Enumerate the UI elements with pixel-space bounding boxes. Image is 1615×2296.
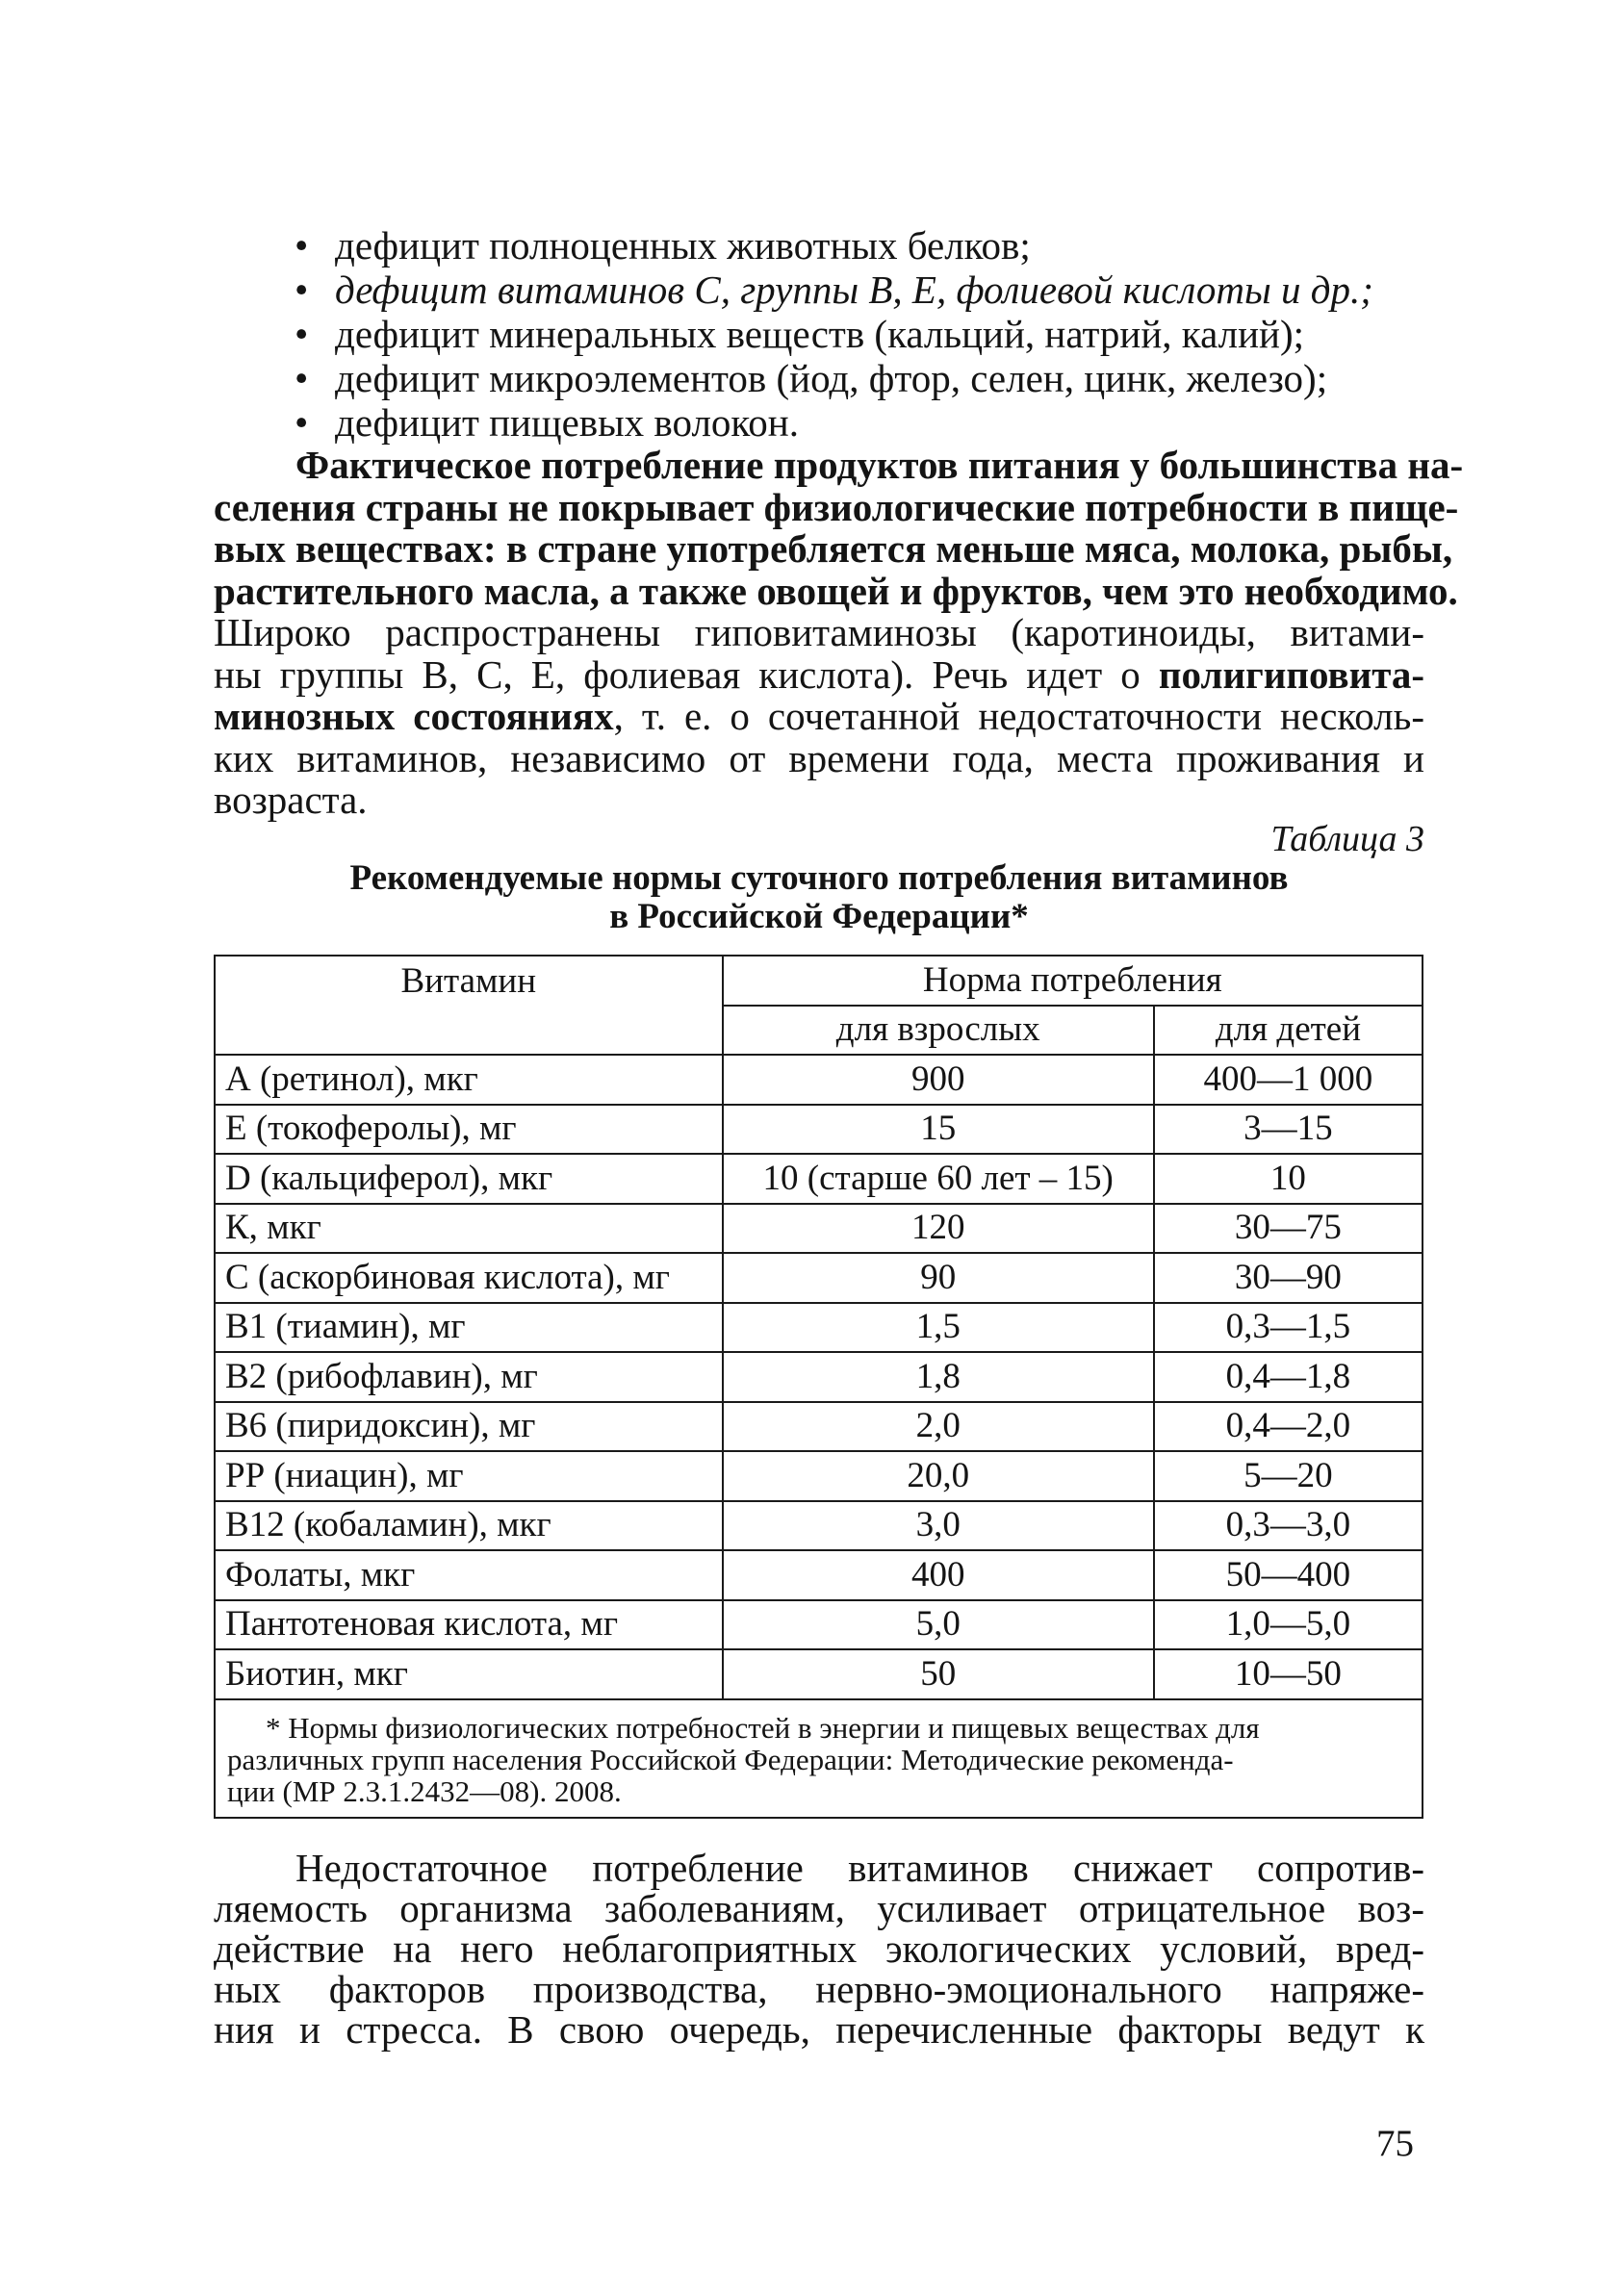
- table-row: В6 (пиридоксин), мг 2,0 0,4—2,0: [215, 1402, 1423, 1452]
- table-row: D (кальциферол), мкг 10 (старше 60 лет – 15) 10: [215, 1154, 1423, 1204]
- deficit-list: [214, 223, 1424, 445]
- bullet-icon: •: [295, 400, 309, 445]
- table-number: Таблица 3: [1270, 819, 1424, 859]
- list-item: • дефицит полноценных животных белков;: [295, 223, 1031, 268]
- vitamin-norms-table: [214, 955, 1423, 1819]
- table-row: В2 (рибофлавин), мг 1,8 0,4—1,8: [215, 1352, 1423, 1402]
- table-row: Биотин, мкг 50 10—50: [215, 1649, 1423, 1699]
- consumption-paragraph: Фактическое потребление продуктов питания у большинства на- селения страны не покрывает физиологические потребности в пище- вых веществах: в стране употребляется меньше мяса, молока, рыбы, растительного масла, а также овощей и фруктов, чем это необходимо. Широко распространены гиповитаминозы (каротиноиды, витами- ны группы В, С, Е, фолиевая кислота). Речь идет о полигиповита- минозных состояниях, т. е. о сочетанной недостаточности несколь- ких витаминов, независимо от времени года, места проживания и возраста.: [214, 443, 1464, 822]
- table-row: К, мкг 120 30—75: [215, 1204, 1423, 1254]
- list-item: • дефицит минеральных веществ (кальций, натрий, калий);: [295, 312, 1305, 356]
- bullet-icon: •: [295, 268, 309, 312]
- list-item: • дефицит микроэлементов (йод, фтор, селен, цинк, железо);: [295, 356, 1328, 400]
- list-item: • дефицит витаминов С, группы В, Е, фолиевой кислоты и др.;: [295, 268, 1373, 312]
- table-footnote: * Нормы физиологических потребностей в энергии и пищевых веществах для различных групп населения Российской Федерации: Методические рекоменда- ции (МР 2.3.1.2432—08). 2008.: [215, 1699, 1423, 1818]
- bullet-icon: •: [295, 356, 309, 400]
- table-row: А (ретинол), мкг 900 400—1 000: [215, 1055, 1423, 1105]
- table-row: РР (ниацин), мг 20,0 5—20: [215, 1451, 1423, 1501]
- table-row: Фолаты, мкг 400 50—400: [215, 1550, 1423, 1600]
- table-row: В12 (кобаламин), мкг 3,0 0,3—3,0: [215, 1501, 1423, 1551]
- table-title: Рекомендуемые нормы суточного потребления витаминов в Российской Федерации*: [349, 858, 1289, 936]
- bullet-icon: •: [295, 312, 309, 356]
- insufficiency-paragraph: Недостаточное потребление витаминов снижает сопротив- ляемость организма заболеваниям, усиливает отрицательное воз- действие на него неблагоприятных экологических условий, вред- ных факторов производства, нервно-эмоционального напряже- ния и стресса. В свою очередь, перечисленные факторы ведут к: [214, 1846, 1424, 2052]
- header-adults: для взрослых: [723, 1006, 1154, 1056]
- table-row: Е (токоферолы), мг 15 3—15: [215, 1105, 1423, 1155]
- table-footnote-row: [215, 1699, 1423, 1818]
- table-row: В1 (тиамин), мг 1,5 0,3—1,5: [215, 1303, 1423, 1353]
- bullet-icon: •: [295, 223, 309, 268]
- table-row: Пантотеновая кислота, мг 5,0 1,0—5,0: [215, 1600, 1423, 1650]
- table-row: С (аскорбиновая кислота), мг 90 30—90: [215, 1253, 1423, 1303]
- page-number: 75: [1376, 2123, 1414, 2164]
- header-children: для детей: [1154, 1006, 1423, 1056]
- header-vitamin: Витамин: [215, 956, 723, 1055]
- header-norm: Норма потребления: [723, 956, 1423, 1006]
- list-item: • дефицит пищевых волокон.: [295, 400, 799, 445]
